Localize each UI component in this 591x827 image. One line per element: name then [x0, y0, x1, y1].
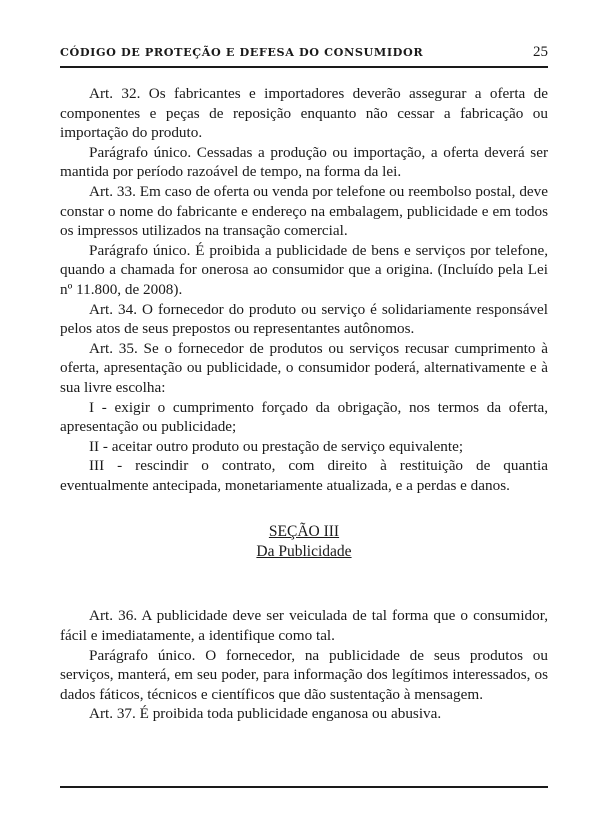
- article-34: Art. 34. O fornecedor do produto ou serviço é solidariamente responsável pelos atos de seus prepostos ou representantes autônomos.: [60, 300, 548, 338]
- page-number: 25: [533, 44, 548, 60]
- article-32: Art. 32. Os fabricantes e importadores deverão assegurar a oferta de componentes e peças de reposição enquanto não cessar a fabricação ou importação do produto.: [60, 85, 548, 142]
- article-33: Art. 33. Em caso de oferta ou venda por telefone ou reembolso postal, deve constar o nome do fabricante e endereço na embalagem, publicidade e em todos os impressos utilizados na transação comercial.: [60, 182, 548, 240]
- section-heading: SEÇÃO III: [268, 523, 340, 541]
- article-33-sole-paragraph: Parágrafo único. É proibida a publicidade de bens e serviços por telefone, quando a chamada for onerosa ao consumidor que a origina. (Incluído pela Lei nº 11.800, de 2008).: [60, 241, 548, 298]
- article-36-sole-paragraph: Parágrafo único. O fornecedor, na publicidade de seus produtos ou serviços, manterá, em seu poder, para informação dos legítimos interessados, os dados fáticos, técnicos e científicos que dão sustentação à mensagem.: [60, 646, 548, 703]
- article-35-item-i: I - exigir o cumprimento forçado da obrigação, nos termos da oferta, apresentação ou publicidade;: [60, 398, 548, 436]
- document-body: [60, 84, 548, 724]
- section-heading-block: [60, 522, 548, 562]
- footer-rule: [60, 786, 548, 788]
- article-35-item-ii: II - aceitar outro produto ou prestação de serviço equivalente;: [89, 437, 464, 455]
- article-36: Art. 36. A publicidade deve ser veiculada de tal forma que o consumidor, fácil e imediatamente, a identifique como tal.: [60, 607, 548, 645]
- article-37: Art. 37. É proibida toda publicidade enganosa ou abusiva.: [89, 705, 442, 723]
- header-title: CÓDIGO DE PROTEÇÃO E DEFESA DO CONSUMIDOR: [60, 45, 424, 59]
- running-header: [60, 44, 548, 61]
- article-35-item-iii: III - rescindir o contrato, com direito à restituição de quantia eventualmente antecipada, monetariamente atualizada, e a perdas e danos.: [60, 457, 548, 494]
- article-35: Art. 35. Se o fornecedor de produtos ou serviços recusar cumprimento à oferta, apresentação ou publicidade, o consumidor poderá, alternativamente e à sua livre escolha:: [60, 339, 548, 396]
- section-subheading: Da Publicidade: [256, 543, 352, 561]
- header-rule: [60, 66, 548, 68]
- article-32-sole-paragraph: Parágrafo único. Cessadas a produção ou importação, a oferta deverá ser mantida por período razoável de tempo, na forma da lei.: [60, 143, 548, 181]
